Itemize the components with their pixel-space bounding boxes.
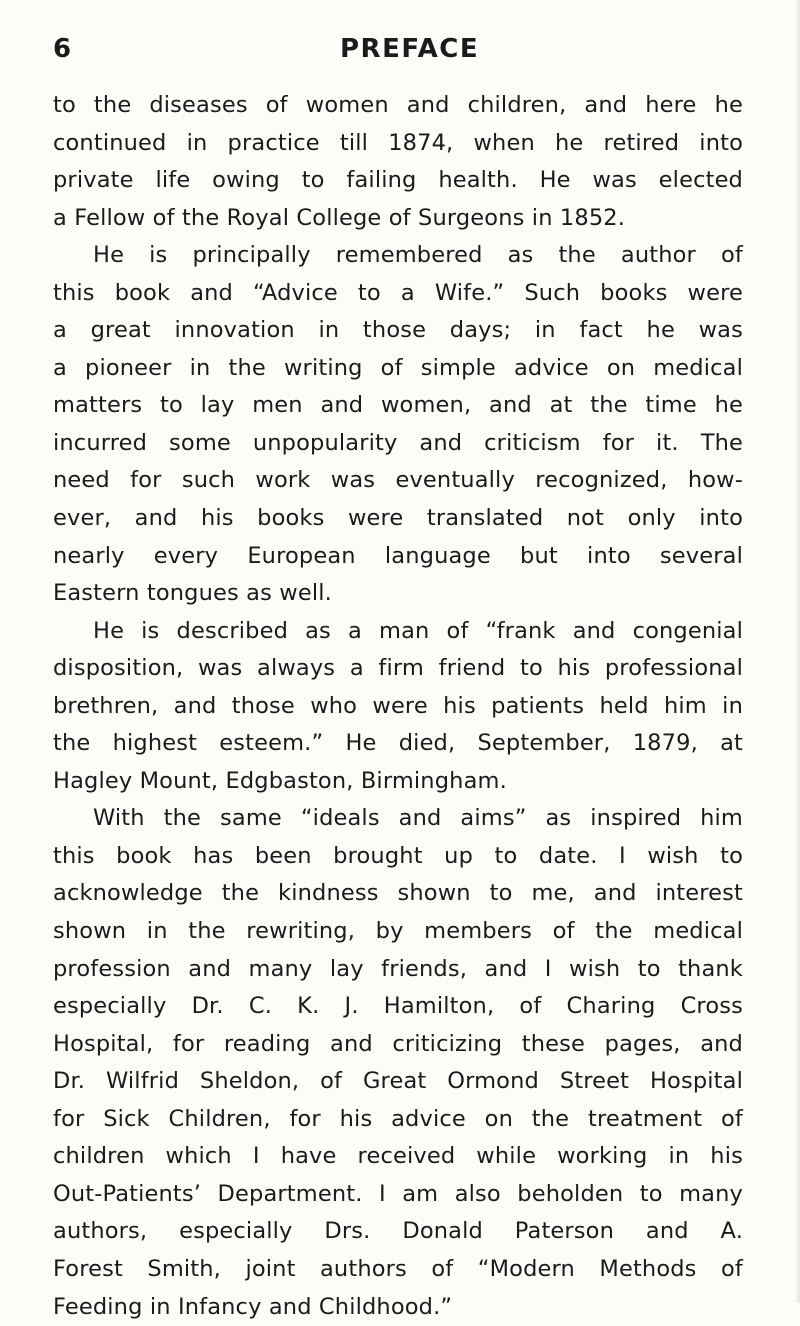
page-edge-shadow [794,0,800,1303]
text-line: incurred some unpopularity and criticism for it. The [53,425,743,463]
text-line: a great innovation in those days; in fact he was [53,312,743,350]
text-line: a pioneer in the writing of simple advice on medical [53,350,743,388]
text-line: shown in the rewriting, by members of the medical [53,913,743,951]
text-line: Dr. Wilfrid Sheldon, of Great Ormond Street Hospital [53,1063,743,1101]
text-line: Hospital, for reading and criticizing these pages, and [53,1026,743,1064]
text-line: a Fellow of the Royal College of Surgeons in 1852. [53,200,743,238]
page-header [53,34,713,74]
text-line: brethren, and those who were his patients held him in [53,688,743,726]
text-line: Forest Smith, joint authors of “Modern Methods of [53,1251,743,1289]
text-line: continued in practice till 1874, when he retired into [53,125,743,163]
text-line: Eastern tongues as well. [53,575,743,613]
running-head: PREFACE [340,34,479,64]
text-line: nearly every European language but into several [53,538,743,576]
page-number: 6 [53,34,72,64]
text-line: to the diseases of women and children, and here he [53,87,743,125]
text-line: With the same “ideals and aims” as inspired him [53,800,743,838]
text-line: this book has been brought up to date. I wish to [53,838,743,876]
text-line: authors, especially Drs. Donald Paterson and A. [53,1213,743,1251]
text-line: acknowledge the kindness shown to me, and interest [53,875,743,913]
text-line: for Sick Children, for his advice on the treatment of [53,1101,743,1139]
text-line: private life owing to failing health. He was elected [53,162,743,200]
text-line: matters to lay men and women, and at the time he [53,387,743,425]
preface-body [53,87,743,1326]
text-line: profession and many lay friends, and I wish to thank [53,951,743,989]
text-line: need for such work was eventually recognized, how- [53,462,743,500]
text-line: this book and “Advice to a Wife.” Such books were [53,275,743,313]
text-line: the highest esteem.” He died, September, 1879, at [53,725,743,763]
text-line: ever, and his books were translated not only into [53,500,743,538]
text-line: He is principally remembered as the author of [53,237,743,275]
text-line: Out-Patients’ Department. I am also beholden to many [53,1176,743,1214]
text-line: Hagley Mount, Edgbaston, Birmingham. [53,763,743,801]
text-line: Feeding in Infancy and Childhood.” [53,1289,743,1326]
text-line: children which I have received while working in his [53,1138,743,1176]
text-line: especially Dr. C. K. J. Hamilton, of Charing Cross [53,988,743,1026]
text-line: disposition, was always a firm friend to his professional [53,650,743,688]
text-line: He is described as a man of “frank and congenial [53,613,743,651]
